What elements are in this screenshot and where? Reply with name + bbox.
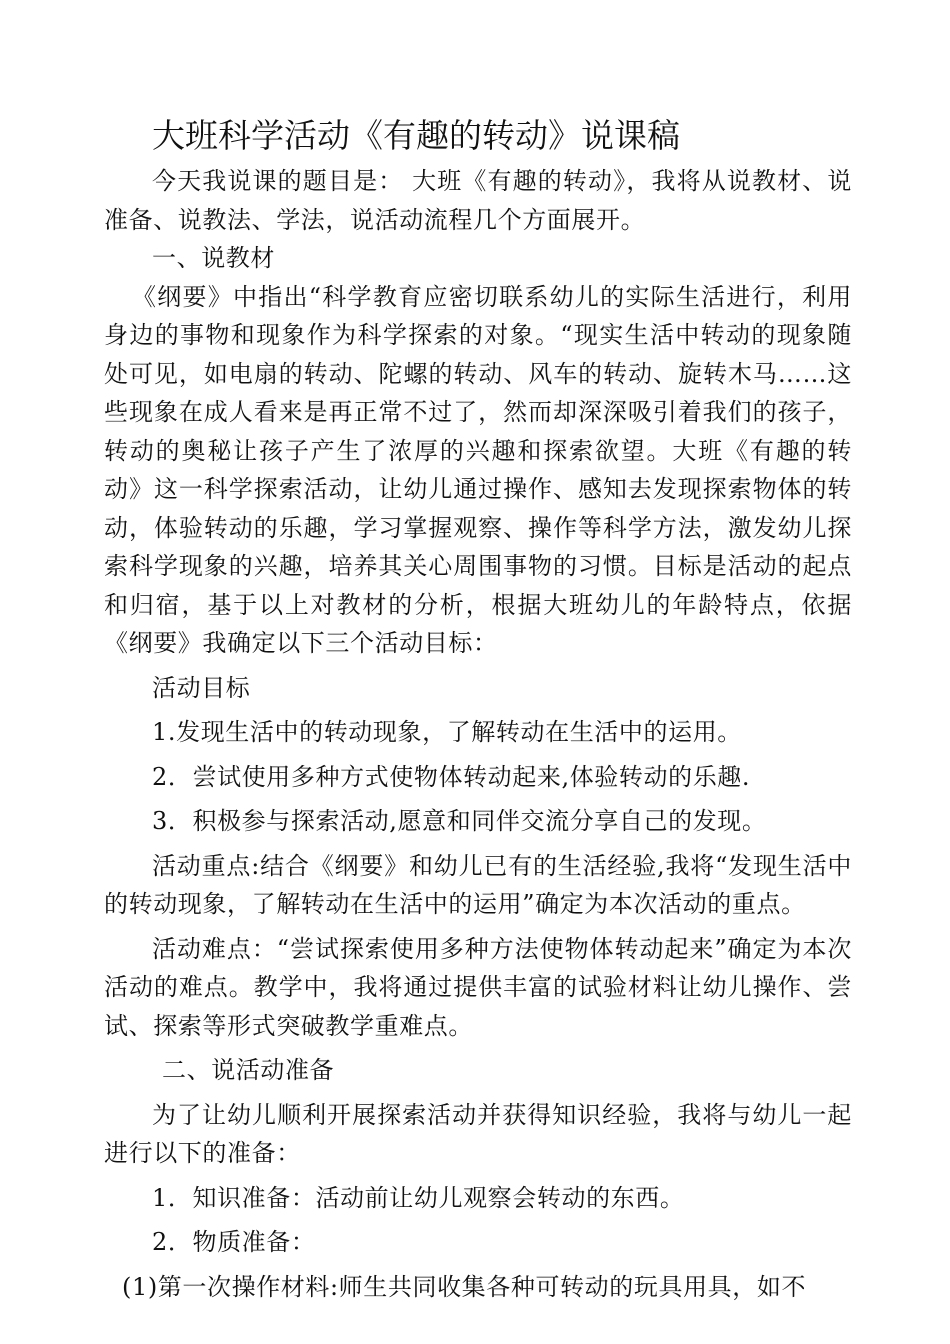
materials-paragraph: 《纲要》中指出“科学教育应密切联系幼儿的实际生活进行，利用身边的事物和现象作为科学探索的对象。“现实生活中转动的现象随处可见，如电扇的转动、陀螺的转动、风车的转动、旋转木马……这些现象在成人看来是再正常不过了，然而却深深吸引着我们的孩子，转动的奥秘让孩子产生了浓厚的兴趣和探索欲望。大班《有趣的转动》这一科学探索活动，让幼儿通过操作、感知去发现探索物体的转动，体验转动的乐趣，学习掌握观察、操作等科学方法，激发幼儿探索科学现象的兴趣，培养其关心周围事物的习惯。目标是活动的起点和归宿，基于以上对教材的分析，根据大班幼儿的年龄特点，依据《纲要》我确定以下三个活动目标：	[104, 282, 852, 657]
goal-item-3: 3．积极参与探索活动,愿意和同伴交流分享自己的发现。	[152, 807, 767, 835]
preparation-paragraph: 为了让幼儿顺利开展探索活动并获得知识经验，我将与幼儿一起进行以下的准备：	[104, 1100, 852, 1167]
document-title: 大班科学活动《有趣的转动》说课稿	[152, 116, 680, 155]
goal-item-2: 2．尝试使用多种方式使物体转动起来,体验转动的乐趣.	[152, 762, 751, 791]
goals-heading: 活动目标	[152, 673, 251, 702]
prep-item-material: 2．物质准备：	[152, 1228, 316, 1256]
document-page	[104, 110, 852, 1306]
key-point-paragraph: 活动重点:结合《纲要》和幼儿已有的生活经验,我将“发现生活中的转动现象，了解转动在生活中的运用”确定为本次活动的重点。	[104, 851, 852, 918]
prep-subitem-first-operation: (1)第一次操作材料:师生共同收集各种可转动的玩具用具，如不	[122, 1272, 807, 1301]
difficulty-paragraph: 活动难点：“尝试探索使用多种方法使物体转动起来”确定为本次活动的难点。教学中，我将通过提供丰富的试验材料让幼儿操作、尝试、探索等形式突破教学重难点。	[104, 934, 852, 1040]
section-heading-materials: 一、说教材	[152, 244, 275, 272]
prep-item-knowledge: 1．知识准备：活动前让幼儿观察会转动的东西。	[152, 1183, 685, 1212]
section-heading-preparation: 二、说活动准备	[162, 1056, 335, 1084]
goal-item-1: 1.发现生活中的转动现象，了解转动在生活中的运用。	[152, 718, 742, 746]
intro-paragraph: 今天我说课的题目是： 大班《有趣的转动》，我将从说教材、说准备、说教法、学法，说活动流程几个方面展开。	[104, 167, 852, 234]
